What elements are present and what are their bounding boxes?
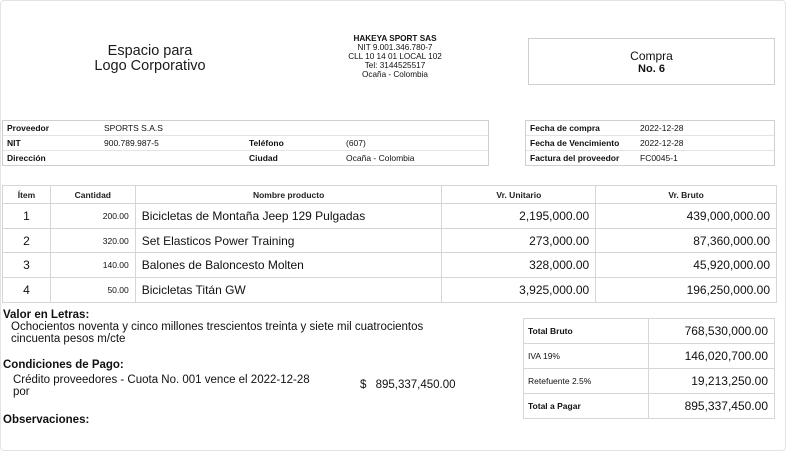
fecha-compra-value: 2022-12-28 xyxy=(640,123,684,133)
company-phone: Tel: 3144525517 xyxy=(364,61,426,70)
header-nombre-producto: Nombre producto xyxy=(135,186,442,204)
company-nit: NIT 9.001.346.780-7 xyxy=(357,43,433,52)
supplier-row xyxy=(3,136,488,151)
nit-value: 900.789.987-5 xyxy=(104,138,159,148)
items-header-row xyxy=(3,186,777,204)
item-gross-value: 87,360,000.00 xyxy=(596,228,777,253)
total-pagar-label: Total a Pagar xyxy=(524,394,649,419)
item-name: Balones de Baloncesto Molten xyxy=(135,253,442,278)
company-info xyxy=(300,34,490,79)
item-name: Bicicletas Titán GW xyxy=(135,278,442,303)
table-row xyxy=(3,204,777,229)
condiciones-section xyxy=(3,359,353,398)
item-unit-price: 328,000.00 xyxy=(442,253,596,278)
ciudad-label: Ciudad xyxy=(249,153,278,163)
item-gross-value: 439,000,000.00 xyxy=(596,204,777,229)
proveedor-value: SPORTS S.A.S xyxy=(104,123,163,133)
condiciones-line-1: Crédito proveedores - Cuota No. 001 vence el 2022-12-28 xyxy=(13,374,310,386)
totals-row xyxy=(524,319,775,344)
supplier-row xyxy=(3,151,488,166)
valor-letras-title: Valor en Letras: xyxy=(3,309,90,321)
totals-row xyxy=(524,369,775,394)
condiciones-line-2: por xyxy=(13,386,30,398)
totals-row xyxy=(524,344,775,369)
item-quantity: 320.00 xyxy=(50,228,135,253)
company-address: CLL 10 14 01 LOCAL 102 xyxy=(348,52,442,61)
item-unit-price: 3,925,000.00 xyxy=(442,278,596,303)
retefuente-label: Retefuente 2.5% xyxy=(524,369,649,394)
table-row xyxy=(3,228,777,253)
table-row xyxy=(3,278,777,303)
total-bruto-label: Total Bruto xyxy=(524,319,649,344)
logo-placeholder-line-2: Logo Corporativo xyxy=(94,58,206,74)
items-table xyxy=(2,185,777,303)
observaciones-title: Observaciones: xyxy=(3,414,90,426)
document-type: Compra xyxy=(630,49,673,63)
condiciones-amount xyxy=(360,379,456,391)
item-number: 2 xyxy=(3,228,51,253)
telefono-value: (607) xyxy=(346,138,366,148)
item-quantity: 50.00 xyxy=(50,278,135,303)
valor-letras-line-1: Ochocientos noventa y cinco millones trescientos treinta y siete mil cuatrocientos xyxy=(11,321,424,333)
supplier-info xyxy=(2,120,489,166)
nit-label: NIT xyxy=(7,138,21,148)
fecha-vencimiento-value: 2022-12-28 xyxy=(640,138,684,148)
valor-letras-section xyxy=(3,309,518,345)
totals-row xyxy=(524,394,775,419)
item-gross-value: 45,920,000.00 xyxy=(596,253,777,278)
fecha-vencimiento-label: Fecha de Vencimiento xyxy=(530,138,620,148)
dates-row xyxy=(526,121,774,136)
direccion-label: Dirección xyxy=(7,153,46,163)
currency-symbol: $ xyxy=(360,379,367,391)
item-name: Bicicletas de Montaña Jeep 129 Pulgadas xyxy=(135,204,442,229)
company-name: HAKEYA SPORT SAS xyxy=(353,34,437,43)
condiciones-amount-value: 895,337,450.00 xyxy=(375,379,456,391)
dates-row xyxy=(526,136,774,151)
totals-table xyxy=(523,318,775,419)
header-item: Ítem xyxy=(3,186,51,204)
factura-label: Factura del proveedor xyxy=(530,153,620,163)
header-cantidad: Cantidad xyxy=(50,186,135,204)
item-unit-price: 2,195,000.00 xyxy=(442,204,596,229)
item-number: 3 xyxy=(3,253,51,278)
item-name: Set Elasticos Power Training xyxy=(135,228,442,253)
logo-placeholder xyxy=(60,44,240,74)
supplier-row xyxy=(3,121,488,136)
total-bruto-value: 768,530,000.00 xyxy=(649,319,775,344)
iva-value: 146,020,700.00 xyxy=(649,344,775,369)
item-number: 1 xyxy=(3,204,51,229)
total-pagar-value: 895,337,450.00 xyxy=(649,394,775,419)
valor-letras-line-2: cincuenta pesos m/cte xyxy=(11,333,126,345)
item-gross-value: 196,250,000.00 xyxy=(596,278,777,303)
proveedor-label: Proveedor xyxy=(7,123,50,133)
logo-placeholder-line-1: Espacio para xyxy=(107,43,193,59)
document-type-box xyxy=(528,38,775,85)
company-city: Ocaña - Colombia xyxy=(362,70,428,79)
item-quantity: 200.00 xyxy=(50,204,135,229)
dates-info xyxy=(525,120,775,166)
item-quantity: 140.00 xyxy=(50,253,135,278)
item-unit-price: 273,000.00 xyxy=(442,228,596,253)
header-vr-unitario: Vr. Unitario xyxy=(442,186,596,204)
iva-label: IVA 19% xyxy=(524,344,649,369)
item-number: 4 xyxy=(3,278,51,303)
retefuente-value: 19,213,250.00 xyxy=(649,369,775,394)
dates-row xyxy=(526,151,774,166)
header-vr-bruto: Vr. Bruto xyxy=(596,186,777,204)
telefono-label: Teléfono xyxy=(249,138,284,148)
factura-value: FC0045-1 xyxy=(640,153,678,163)
ciudad-value: Ocaña - Colombia xyxy=(346,153,415,163)
condiciones-title: Condiciones de Pago: xyxy=(3,359,124,371)
fecha-compra-label: Fecha de compra xyxy=(530,123,600,133)
table-row xyxy=(3,253,777,278)
document-number: No. 6 xyxy=(638,63,665,75)
